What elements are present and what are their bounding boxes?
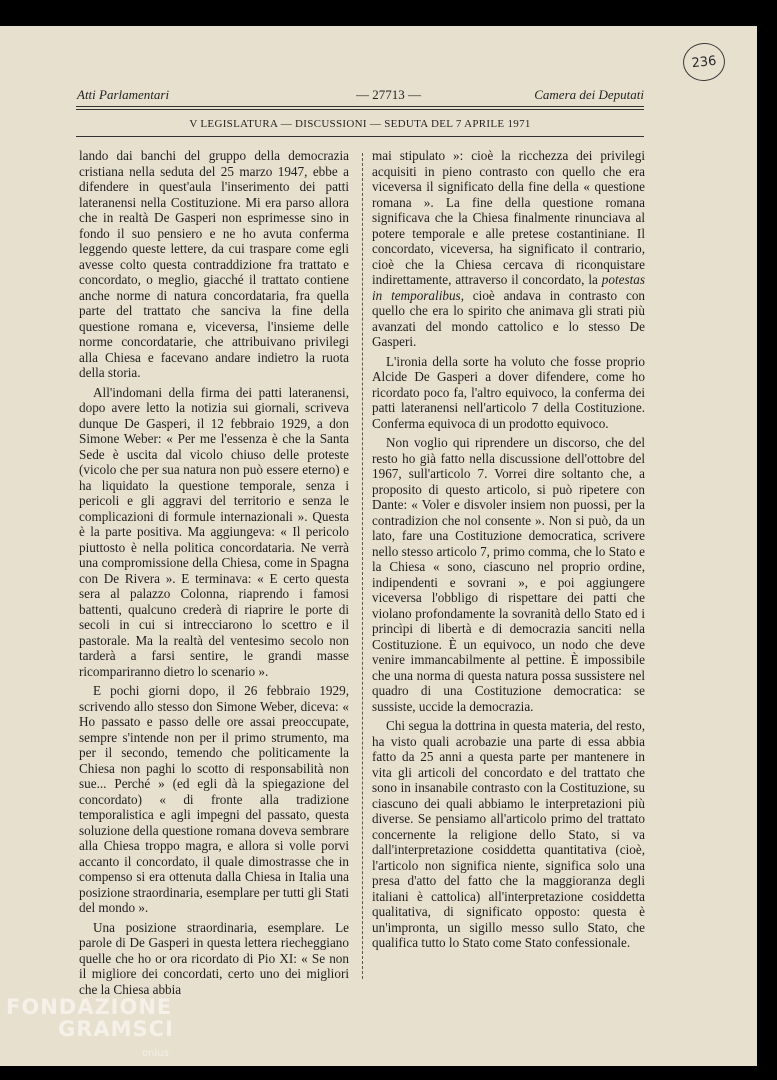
- text-run: , cioè andava in contrasto con quello che era lo spirito che animava gli strati più avanzati del mondo cattolico e lo stesso De Gasperi.: [372, 287, 646, 349]
- right-column: [372, 148, 645, 955]
- watermark-line: FONDAZIONE: [6, 995, 173, 1019]
- paragraph: E pochi giorni dopo, il 26 febbraio 1929, scrivendo allo stesso don Simone Weber, diceva: « Ho passato e passo delle ore assai preoccupate, sempre s'intende non per il primo strumento, ma per il secondo, temendo che politicamente la Chiesa non paghi lo scotto di responsabilità non sue... Perché » (ed egli dà la spiegazione del concordato) « di fronte alla tradizione temporalistica e agli impegni del passato, questa soluzione della questione romana doveva sembrare alla Chiesa troppo magra, e allora si volle porvi accanto il concordato, il quale dimostrasse che in compenso si era ottenuta dalla Chiesa in Italia una posizione straordinaria, esemplare per tutti gli Stati del mondo ».: [79, 683, 349, 915]
- header-left-title: Atti Parlamentari: [77, 87, 170, 102]
- italic-phrase: potestas in temporalibus: [372, 272, 645, 303]
- paragraph: [372, 148, 645, 350]
- header-right-title: Camera dei Deputati: [534, 87, 644, 102]
- watermark-subtext: onlus: [142, 1048, 169, 1059]
- paragraph: L'ironia della sorte ha voluto che fosse proprio Alcide De Gasperi a dover difendere, come ho ricordato poco fa, l'altro equivoco, la conferma dei patti lateranensi nell'articolo 7 della Costituzione. Conferma equivoca di un prodotto equivoco.: [372, 353, 645, 431]
- paragraph: All'indomani della firma dei patti lateranensi, dopo avere letto la notizia sui giornali, scriveva dunque De Gasperi, il 12 febbraio 1929, a don Simone Weber: « Per me l'essenza è che la Santa Sede è uscita dal vicolo chiuso delle proteste (vicolo che per sua natura non può essere eterno) e ha liquidato la questione temporale, senza i pericoli e gli aggravi del territorio e senza le complicazioni di formule internazionali ». Questa è la parte positiva. Ma aggiungeva: « Il pericolo piuttosto è nella politica concordataria. Ne verrà una compromissione della Chiesa, come in Spagna con De Rivera ». E terminava: « E certo questa sera al palazzo Colonna, riaprendo i famosi battenti, qualcuno crederà di riaprire le porte di secoli in cui si intrecciarono lo scettro e il pastorale. Ma la realtà del ventesimo secolo non tarderà a farsi sentire, le grandi masse ricompariranno dietro lo scenario ».: [79, 384, 349, 679]
- column-divider: [362, 153, 363, 979]
- header-rule-bottom: [76, 136, 644, 137]
- header-rule-double: [76, 109, 644, 110]
- paragraph: Una posizione straordinaria, esemplare. Le parole di De Gasperi in questa lettera riecheggiano quelle che ho or ora ricordato di Pio XI: « Se non il migliore dei concordati, certo uno dei migliori che la Chiesa abbia: [79, 919, 349, 997]
- session-line: V LEGISLATURA — DISCUSSIONI — SEDUTA DEL 7 APRILE 1971: [189, 118, 531, 130]
- text-run: mai stipulato »: cioè la ricchezza dei privilegi acquisiti in pieno contrasto con quello che era viceversa il significato della fine della « questione romana ». La fine della questione romana significava che la Chiesa finalmente rinunciava al potere temporale e alle pretese costantiniane. Il concordato, viceversa, ha significato il contrario, cioè che la Chiesa cercava di riconquistare indirettamente, attraverso il concordato, la: [372, 148, 645, 287]
- paragraph: lando dai banchi del gruppo della democrazia cristiana nella seduta del 25 marzo 1947, ebbe a difendere in quest'aula l'inserimento dei patti lateranensi nella Costituzione. Mi era parso allora che in realtà De Gasperi non esprimesse sino in fondo il suo pensiero e ne ho avuta conferma leggendo queste lettere, da cui traspare come egli avesse colto questa contraddizione fra trattato e concordato, o meglio, giacché il trattato contiene anche norme di natura concordataria, fra quella parte del trattato che sanciva la fine della questione romana e, viceversa, l'insieme delle norme concordatarie, che attribuivano privilegi alla Chiesa e facevano andare indietro la ruota della storia.: [79, 148, 349, 380]
- watermark-logo: [6, 996, 174, 1040]
- header-page-number: — 27713 —: [356, 87, 421, 102]
- watermark-line: GRAMSCI: [58, 1017, 174, 1041]
- page-number-stamp: 236: [681, 41, 727, 83]
- paragraph: Chi segua la dottrina in questa materia, del resto, ha visto quali acrobazie una parte di essa abbia fatto da 25 anni a questa parte per mantenere in vita gli articoli del concordato e del trattato che sono in insanabile contrasto con la Costituzione, su ciascuno dei quali abbiamo le interpretazioni più diverse. Se pensiamo all'articolo primo del trattato concernente la religione dello Stato, si va dall'interpretazione cosiddetta quantitativa (cioè, l'articolo non significa niente, significa solo una presa d'atto del fatto che la maggioranza degli italiani è cattolica) all'interpretazione cosiddetta qualitativa, di significato opposto: questa è un'impronta, un sigillo messo sullo Stato, che qualifica tutto lo Stato come Stato confessionale.: [372, 718, 645, 950]
- paragraph: Non voglio qui riprendere un discorso, che del resto ho già fatto nella discussione dell'ottobre del 1967, sull'articolo 7. Vorrei dire soltanto che, a proposito di questo articolo, si può ripetere con Dante: « Voler e disvoler insiem non puossi, per la contradizion che nol consente ». Non si può, da un lato, fare una Costituzione democratica, scrivere nello stesso articolo 7, primo comma, che lo Stato e la Chiesa « sono, ciascuno nel proprio ordine, indipendenti e sovrani », e poi aggiungere viceversa l'obbligo di rispettare dei patti che violano profondamente la sovranità dello Stato ed i princìpi di libertà e di democrazia sanciti nella Costituzione. È un equivoco, un nodo che deve venire immancabilmente al pettine. È impossibile che una norma di questa natura possa sussistere nel quadro di una Costituzione democratica: se sussiste, uccide la democrazia.: [372, 435, 645, 714]
- header-rule-top: [76, 106, 644, 107]
- left-column: [79, 148, 349, 1001]
